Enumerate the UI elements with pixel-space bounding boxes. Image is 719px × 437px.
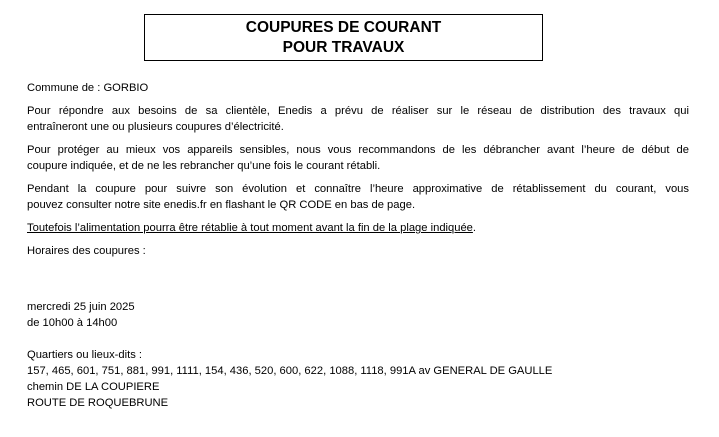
title-box [144,14,543,61]
restoration-notice-period: . [472,222,477,234]
schedule-time: de 10h00 à 14h00 [27,317,118,329]
location-item: ROUTE DE ROQUEBRUNE [27,397,169,409]
notice-content [27,80,689,411]
horaires-label: Horaires des coupures : [27,245,146,257]
schedule-date: mercredi 25 juin 2025 [27,301,135,313]
horaires-paragraph [27,243,689,259]
title-line-2: POUR TRAVAUX [282,39,405,56]
spacer [27,331,689,347]
intro-line-2: entraîneront une ou plusieurs coupures d’électricité. [27,121,284,133]
restoration-notice-text: Toutefois l’alimentation pourra être rétablie à tout moment avant la fin de la plage indiquée [27,222,473,234]
restoration-notice-paragraph [27,220,689,236]
tracking-paragraph [27,181,689,213]
intro-line-1: Pour répondre aux besoins de sa clientèle, Enedis a prévu de réaliser sur le réseau de distribution des travaux qui [27,105,689,117]
protection-line-2: coupure indiquée, et de ne les rebrancher qu’une fois le courant rétabli. [27,160,381,172]
tracking-line-2: pouvez consulter notre site enedis.fr en flashant le QR CODE en bas de page. [27,199,416,211]
protection-paragraph [27,142,689,174]
location-item: chemin DE LA COUPIERE [27,381,160,393]
intro-paragraph [27,103,689,135]
locations-block [27,347,689,411]
tracking-line-1: Pendant la coupure pour suivre son évolution et connaître l’heure approximative de rétablissement du courant, vous [27,183,689,195]
restoration-notice [27,220,689,236]
commune-paragraph [27,80,689,96]
title-line-1: COUPURES DE COURANT [245,19,442,36]
schedule-block [27,299,689,331]
commune-text: Commune de : GORBIO [27,82,149,94]
spacer [27,259,689,299]
locations-label: Quartiers ou lieux-dits : [27,349,143,361]
location-item: 157, 465, 601, 751, 881, 991, 1111, 154, 436, 520, 600, 622, 1088, 1118, 991A av GENERAL DE GAULLE [27,365,553,377]
protection-line-1: Pour protéger au mieux vos appareils sensibles, nous vous recommandons de les débrancher avant l’heure de début de [27,144,689,156]
